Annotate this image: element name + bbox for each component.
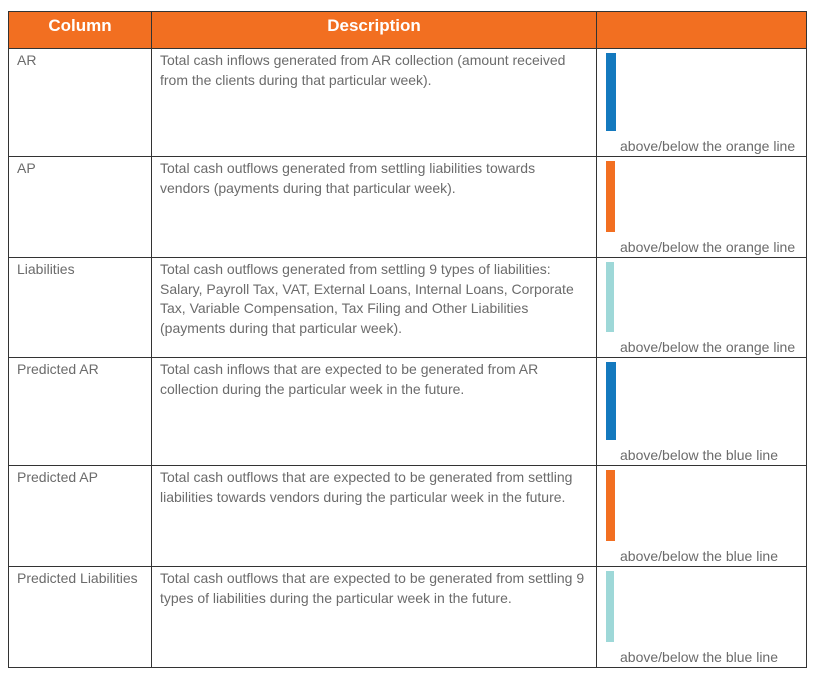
table-row [9, 567, 807, 668]
blue-line-swatch-icon [606, 362, 616, 440]
header-description: Description [152, 12, 597, 49]
indicator-cell [597, 567, 807, 668]
column-name: Liabilities [9, 258, 152, 358]
column-description: Total cash outflows generated from settling liabilities towards vendors (payments during that particular week). [152, 157, 597, 258]
table-row [9, 157, 807, 258]
indicator-legend: above/below the blue line [620, 547, 779, 564]
indicator-cell [597, 258, 807, 358]
table-row [9, 49, 807, 157]
indicator-legend: above/below the orange line [620, 338, 796, 355]
column-name: Predicted Liabilities [9, 567, 152, 668]
column-name: AR [9, 49, 152, 157]
teal-line-swatch-icon [606, 571, 614, 642]
teal-line-swatch-icon [606, 262, 614, 332]
indicator-legend: above/below the orange line [620, 238, 796, 255]
column-name: Predicted AP [9, 466, 152, 567]
indicator-cell [597, 358, 807, 466]
column-legend-table [8, 11, 807, 668]
column-description: Total cash inflows generated from AR collection (amount received from the clients during that particular week). [152, 49, 597, 157]
table-header [9, 12, 807, 49]
indicator-legend: above/below the blue line [620, 446, 779, 463]
column-description: Total cash inflows that are expected to be generated from AR collection during the particular week in the future. [152, 358, 597, 466]
indicator-legend: above/below the orange line [620, 137, 796, 154]
column-description: Total cash outflows that are expected to be generated from settling 9 types of liabilities during the particular week in the future. [152, 567, 597, 668]
orange-line-swatch-icon [606, 470, 615, 541]
indicator-cell [597, 157, 807, 258]
header-column: Column [9, 12, 152, 49]
column-name: Predicted AR [9, 358, 152, 466]
blue-line-swatch-icon [606, 53, 616, 131]
column-description: Total cash outflows generated from settling 9 types of liabilities: Salary, Payroll Tax, VAT, External Loans, Internal Loans, Corporate Tax, Variable Compensation, Tax Filing and Other Liabilities (payments during that particular week). [152, 258, 597, 358]
table-row [9, 466, 807, 567]
orange-line-swatch-icon [606, 161, 615, 232]
column-description: Total cash outflows that are expected to be generated from settling liabilities towards vendors during the particular week in the future. [152, 466, 597, 567]
column-name: AP [9, 157, 152, 258]
indicator-cell [597, 49, 807, 157]
table-row [9, 258, 807, 358]
table-row [9, 358, 807, 466]
header-indicator [597, 12, 807, 49]
indicator-legend: above/below the blue line [620, 648, 779, 665]
header-row [9, 12, 807, 49]
indicator-cell [597, 466, 807, 567]
